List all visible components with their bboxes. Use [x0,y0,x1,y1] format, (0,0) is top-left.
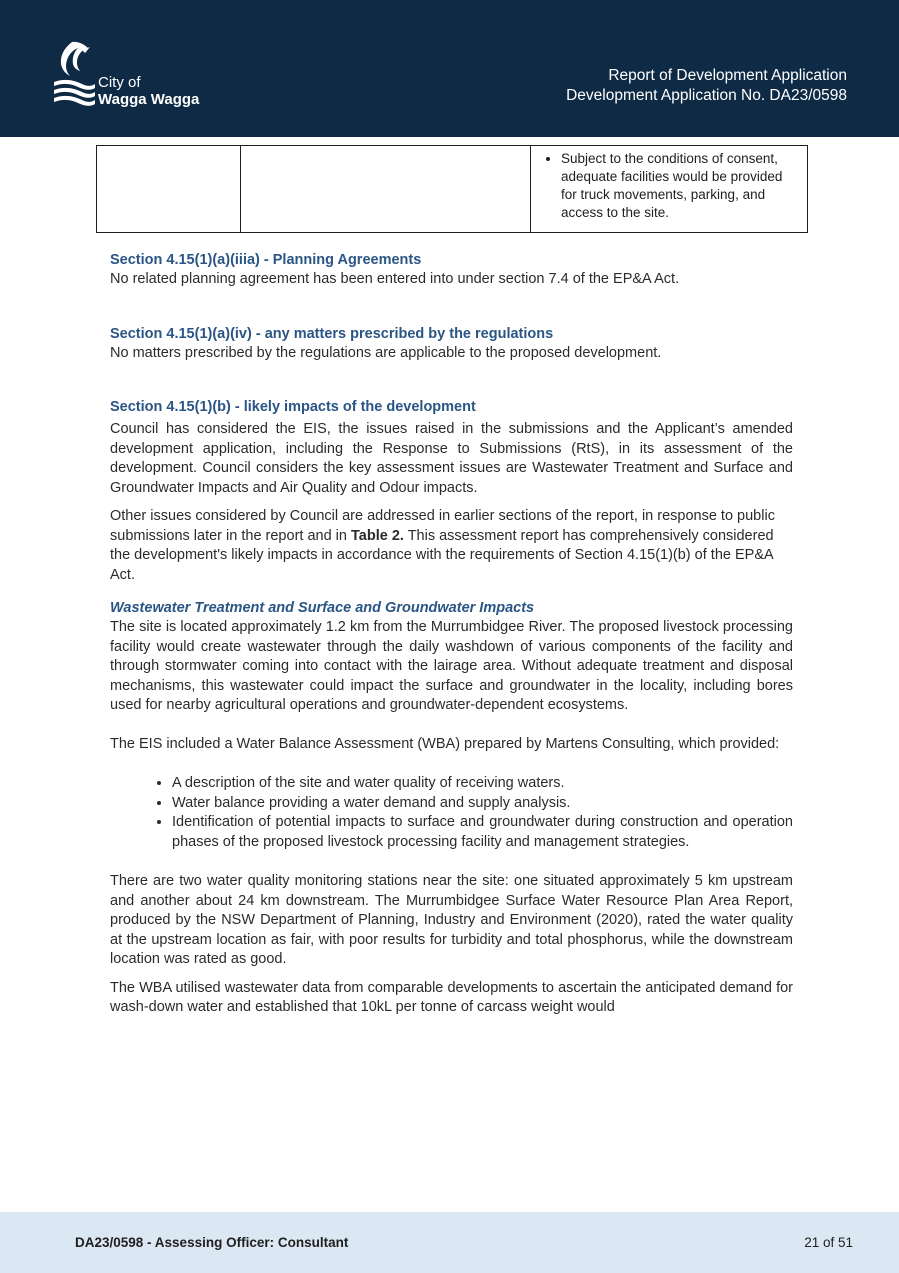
list-item: • Water balance providing a water demand and supply analysis. [172,794,793,814]
main-content [110,250,793,1018]
table-bullet-item: • Subject to the conditions of consent, adequate facilities would be provided for truck movements, parking, and access to the site. [561,150,801,222]
report-title [566,66,847,106]
table-cell-3 [531,146,808,233]
table-2-reference: Table 2. [351,527,404,544]
likely-impacts-paragraph-2 [110,507,793,585]
wastewater-paragraph-2: The EIS included a Water Balance Assessment (WBA) prepared by Martens Consulting, which provided: [110,735,780,752]
council-logo [52,40,212,115]
section-text-planning-agreements: No related planning agreement has been entered into under section 7.4 of the EP&A Act. [110,271,680,287]
paragraph-2-part-b: This assessment report has comprehensively considered the development's likely impacts in accordance with the requirements of Section 4.15(1)(b) of the EP&A Act. [110,527,774,583]
page-header [0,0,899,137]
section-heading-regulations: Section 4.15(1)(a)(iv) - any matters prescribed by the regulations [110,325,554,342]
paragraph-2-part-a: Other issues considered by Council are addressed in earlier sections of the report, in response to public submissions later in the report and in [110,508,775,544]
report-title-line-2: Development Application No. DA23/0598 [566,87,847,104]
crow-logo-icon [52,40,96,108]
table-row [97,146,808,233]
likely-impacts-paragraph-1: Council has considered the EIS, the issues raised in the submissions and the Applicant’s amended development application, including the Response to Submissions (RtS), in its assessment of the development. Council considers the key assessment issues are Wastewater Treatment and Surface and Groundwater Impacts and Air Quality and Odour impacts. [110,421,793,496]
wastewater-paragraph-4: The WBA utilised wastewater data from comparable developments to ascertain the anticipated demand for wash-down water and established that 10kL per tonne of carcass weight would [110,979,793,1015]
assessment-table [96,145,808,233]
list-item: • Identification of potential impacts to surface and groundwater during construction and operation phases of the proposed livestock processing facility and management strategies. [172,813,793,852]
list-item: • A description of the site and water quality of receiving waters. [172,774,793,794]
wba-list [110,774,793,852]
logo-wordmark [98,74,199,108]
logo-line-2: Wagga Wagga [98,91,200,108]
table-bullet-list [543,150,801,222]
subsection-heading-wastewater: Wastewater Treatment and Surface and Groundwater Impacts [110,600,535,616]
wastewater-paragraph-1: The site is located approximately 1.2 km from the Murrumbidgee River. The proposed livestock processing facility would create wastewater through the daily washdown of various components of the facility and through stormwater coming into contact with the lairage area. Without adequate treatment and disposal mechanisms, this wastewater could impact the surface and groundwater in the locality, including bores used for nearby agricultural operations and groundwater-dependent ecosystems. [110,619,793,713]
wastewater-paragraph-3: There are two water quality monitoring stations near the site: one situated approximately 5 km upstream and another about 24 km downstream. The Murrumbidgee Surface Water Resource Plan Area Report, produced by the NSW Department of Planning, Industry and Environment (2020), rated the water quality at the upstream location as fair, with poor results for turbidity and total phosphorus, while the downstream location was rated as good. [110,873,793,967]
report-title-line-1: Report of Development Application [608,67,847,84]
section-text-regulations: No matters prescribed by the regulations are applicable to the proposed development. [110,344,662,361]
section-heading-likely-impacts: Section 4.15(1)(b) - likely impacts of the development [110,399,476,415]
logo-line-1: City of [98,74,141,91]
section-heading-planning-agreements: Section 4.15(1)(a)(iiia) - Planning Agreements [110,252,422,268]
page-number: 21 of 51 [804,1235,853,1250]
footer-reference: DA23/0598 - Assessing Officer: Consultant [75,1235,349,1250]
table-cell-1 [97,146,241,233]
table-cell-2 [241,146,531,233]
page-footer [0,1212,899,1273]
